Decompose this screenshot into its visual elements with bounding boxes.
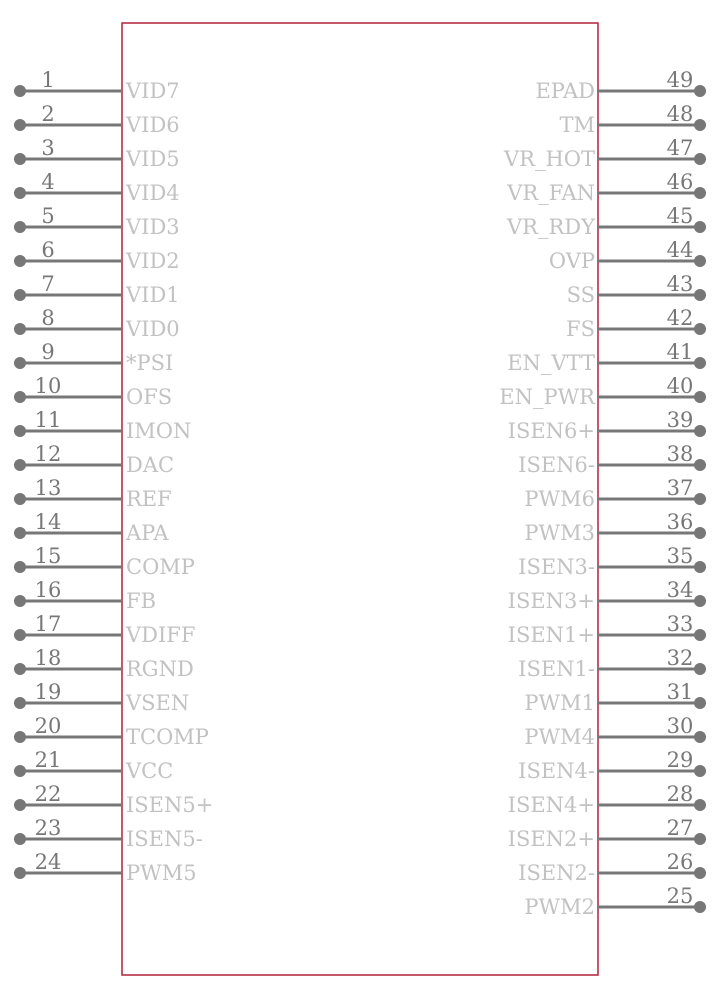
- pin-number: 9: [41, 340, 55, 364]
- pin-end-dot: [694, 561, 706, 573]
- pin-number: 42: [666, 306, 694, 330]
- pin-name: PWM2: [524, 895, 595, 919]
- pin-end-dot: [14, 187, 26, 199]
- pin-number: 17: [34, 612, 62, 636]
- pin-number: 43: [666, 272, 694, 296]
- pin-number: 23: [34, 816, 62, 840]
- pin-left-14: [14, 510, 169, 545]
- pin-name: EN_PWR: [499, 385, 595, 409]
- pin-name: VID2: [126, 249, 180, 273]
- pin-name: IMON: [126, 419, 192, 443]
- pin-number: 40: [666, 374, 694, 398]
- pin-left-7: [14, 272, 180, 307]
- pin-number: 20: [34, 714, 62, 738]
- pin-number: 11: [34, 408, 62, 432]
- pin-number: 2: [41, 102, 55, 126]
- pin-number: 8: [41, 306, 55, 330]
- pin-name: PWM1: [524, 691, 595, 715]
- pin-left-23: [14, 816, 203, 851]
- pin-number: 18: [34, 646, 62, 670]
- pin-end-dot: [694, 697, 706, 709]
- pin-name: DAC: [126, 453, 175, 477]
- pin-left-3: [14, 136, 180, 171]
- pin-name: VDIFF: [126, 623, 196, 647]
- pin-name: VCC: [126, 759, 174, 783]
- pin-end-dot: [694, 425, 706, 437]
- pin-number: 34: [666, 578, 694, 602]
- pin-name: OVP: [548, 249, 595, 273]
- pin-end-dot: [694, 833, 706, 845]
- pin-end-dot: [694, 799, 706, 811]
- pin-name: PWM3: [524, 521, 595, 545]
- pin-end-dot: [694, 901, 706, 913]
- pin-name: ISEN6-: [518, 453, 595, 477]
- pin-number: 36: [666, 510, 694, 534]
- pin-left-21: [14, 748, 173, 783]
- pin-name: TCOMP: [126, 725, 209, 749]
- pin-name: VID5: [126, 147, 180, 171]
- pin-end-dot: [14, 459, 26, 471]
- pin-name: VID4: [126, 181, 180, 205]
- pin-name: REF: [126, 487, 172, 511]
- pin-right-47: [503, 136, 706, 171]
- pin-end-dot: [14, 731, 26, 743]
- pin-number: 48: [666, 102, 694, 126]
- pin-number: 16: [34, 578, 62, 602]
- pin-left-2: [14, 102, 180, 137]
- pin-right-46: [506, 170, 706, 205]
- pin-name: VID6: [126, 113, 180, 137]
- pin-number: 28: [666, 782, 694, 806]
- pin-number: 5: [41, 204, 55, 228]
- pin-end-dot: [14, 391, 26, 403]
- pin-end-dot: [14, 629, 26, 641]
- pin-end-dot: [14, 833, 26, 845]
- pin-name: ISEN6+: [507, 419, 595, 443]
- pin-left-6: [14, 238, 180, 273]
- pin-left-11: [14, 408, 191, 443]
- pin-left-9: [14, 340, 173, 375]
- pin-number: 26: [666, 850, 694, 874]
- pin-name: ISEN2-: [518, 861, 595, 885]
- pin-name: ISEN5-: [126, 827, 203, 851]
- pin-end-dot: [14, 561, 26, 573]
- pin-left-17: [14, 612, 195, 647]
- pin-name: TM: [559, 113, 595, 137]
- pin-name: ISEN3-: [518, 555, 595, 579]
- pin-right-48: [559, 102, 706, 137]
- pin-left-4: [14, 170, 180, 205]
- pin-name: RGND: [126, 657, 194, 681]
- pin-end-dot: [694, 867, 706, 879]
- pin-number: 22: [34, 782, 62, 806]
- pin-number: 27: [666, 816, 694, 840]
- pin-end-dot: [694, 187, 706, 199]
- pin-number: 12: [34, 442, 62, 466]
- pin-name: VR_HOT: [503, 147, 595, 171]
- pin-name: ISEN1+: [507, 623, 595, 647]
- pin-end-dot: [14, 255, 26, 267]
- pin-left-13: [14, 476, 172, 511]
- pin-end-dot: [694, 527, 706, 539]
- pin-right-38: [518, 442, 706, 477]
- pin-right-26: [518, 850, 706, 885]
- pin-end-dot: [694, 119, 706, 131]
- pin-end-dot: [14, 595, 26, 607]
- pin-end-dot: [694, 221, 706, 233]
- pin-right-27: [508, 816, 706, 851]
- pin-end-dot: [14, 289, 26, 301]
- pin-number: 15: [34, 544, 62, 568]
- pin-number: 21: [34, 748, 62, 772]
- pin-number: 39: [666, 408, 694, 432]
- pin-name: EPAD: [535, 79, 595, 103]
- pin-right-39: [508, 408, 706, 443]
- pin-name: VR_RDY: [507, 215, 595, 239]
- pin-name: OFS: [126, 385, 173, 409]
- pin-name: VID7: [126, 79, 180, 103]
- pin-number: 13: [34, 476, 62, 500]
- pin-name: VID0: [126, 317, 180, 341]
- pin-right-25: [524, 884, 706, 919]
- pin-name: VSEN: [126, 691, 190, 715]
- pin-end-dot: [694, 85, 706, 97]
- pin-end-dot: [14, 85, 26, 97]
- pin-right-36: [524, 510, 706, 545]
- pin-right-45: [506, 204, 706, 239]
- pin-number: 47: [666, 136, 694, 160]
- pin-number: 49: [666, 68, 694, 92]
- pin-left-22: [14, 782, 213, 817]
- pin-number: 45: [666, 204, 694, 228]
- pin-number: 29: [666, 748, 694, 772]
- pin-number: 7: [41, 272, 55, 296]
- pin-end-dot: [14, 799, 26, 811]
- pin-end-dot: [694, 459, 706, 471]
- pin-end-dot: [694, 391, 706, 403]
- pin-end-dot: [694, 493, 706, 505]
- pin-name: VID3: [126, 215, 180, 239]
- pin-number: 37: [666, 476, 694, 500]
- pin-number: 25: [666, 884, 694, 908]
- pin-end-dot: [694, 595, 706, 607]
- pin-end-dot: [14, 493, 26, 505]
- pin-end-dot: [14, 153, 26, 165]
- pin-left-18: [14, 646, 194, 681]
- pin-name: FS: [566, 317, 595, 341]
- pin-name: ISEN5+: [126, 793, 214, 817]
- pin-number: 38: [666, 442, 694, 466]
- pin-name: VR_FAN: [507, 181, 595, 205]
- pin-right-35: [518, 544, 706, 579]
- pin-number: 41: [666, 340, 694, 364]
- pin-name: ISEN3+: [507, 589, 595, 613]
- pin-number: 19: [34, 680, 62, 704]
- pin-name: SS: [566, 283, 595, 307]
- pin-left-8: [14, 306, 180, 341]
- pin-name: FB: [126, 589, 157, 613]
- pin-name: COMP: [126, 555, 195, 579]
- pin-end-dot: [694, 663, 706, 675]
- left-pin-group: [14, 68, 213, 885]
- pin-end-dot: [694, 255, 706, 267]
- pin-left-5: [14, 204, 180, 239]
- pin-left-19: [14, 680, 189, 715]
- pin-end-dot: [14, 221, 26, 233]
- pin-right-43: [567, 272, 706, 307]
- pin-number: 32: [666, 646, 694, 670]
- pin-left-24: [14, 850, 197, 885]
- pin-left-12: [14, 442, 174, 477]
- pin-name: ISEN4+: [507, 793, 595, 817]
- pin-number: 24: [34, 850, 62, 874]
- pin-right-40: [499, 374, 706, 409]
- pin-end-dot: [14, 867, 26, 879]
- pin-left-10: [14, 374, 172, 409]
- pin-number: 35: [666, 544, 694, 568]
- pin-left-1: [14, 68, 180, 103]
- pin-name: ISEN1-: [518, 657, 595, 681]
- pin-number: 4: [41, 170, 55, 194]
- pin-number: 33: [666, 612, 694, 636]
- pin-number: 6: [41, 238, 55, 262]
- pin-name: EN_VTT: [507, 351, 595, 375]
- pin-name: PWM4: [524, 725, 595, 749]
- pin-end-dot: [14, 663, 26, 675]
- pin-end-dot: [694, 731, 706, 743]
- pin-right-49: [535, 68, 706, 103]
- pin-end-dot: [694, 323, 706, 335]
- pin-number: 44: [666, 238, 694, 262]
- pin-end-dot: [14, 765, 26, 777]
- pin-number: 46: [666, 170, 694, 194]
- pin-end-dot: [14, 357, 26, 369]
- pin-number: 10: [34, 374, 62, 398]
- pin-right-33: [508, 612, 706, 647]
- pin-right-29: [518, 748, 706, 783]
- pin-name: ISEN4-: [518, 759, 595, 783]
- pin-name: VID1: [126, 283, 180, 307]
- pin-number: 1: [41, 68, 55, 92]
- pin-right-31: [524, 680, 706, 715]
- pin-end-dot: [694, 153, 706, 165]
- pin-right-28: [508, 782, 706, 817]
- pin-left-16: [14, 578, 156, 613]
- pin-end-dot: [14, 527, 26, 539]
- pin-right-37: [524, 476, 706, 511]
- pin-end-dot: [694, 765, 706, 777]
- pin-number: 31: [666, 680, 694, 704]
- pin-right-44: [549, 238, 706, 273]
- pin-name: APA: [126, 521, 169, 545]
- pin-name: *PSI: [126, 351, 174, 375]
- pin-end-dot: [694, 629, 706, 641]
- pin-left-20: [14, 714, 209, 749]
- pin-right-41: [507, 340, 706, 375]
- pin-number: 14: [34, 510, 62, 534]
- pin-name: ISEN2+: [507, 827, 595, 851]
- pin-end-dot: [14, 119, 26, 131]
- pin-end-dot: [14, 323, 26, 335]
- pin-right-32: [518, 646, 706, 681]
- pin-number: 3: [41, 136, 55, 160]
- pin-right-34: [508, 578, 706, 613]
- pin-number: 30: [666, 714, 694, 738]
- right-pin-group: [499, 68, 706, 919]
- pin-right-30: [524, 714, 706, 749]
- pin-end-dot: [694, 357, 706, 369]
- pin-name: PWM5: [126, 861, 197, 885]
- pin-right-42: [566, 306, 706, 341]
- pin-name: PWM6: [524, 487, 595, 511]
- pin-end-dot: [14, 697, 26, 709]
- pin-end-dot: [14, 425, 26, 437]
- pin-end-dot: [694, 289, 706, 301]
- pin-left-15: [14, 544, 195, 579]
